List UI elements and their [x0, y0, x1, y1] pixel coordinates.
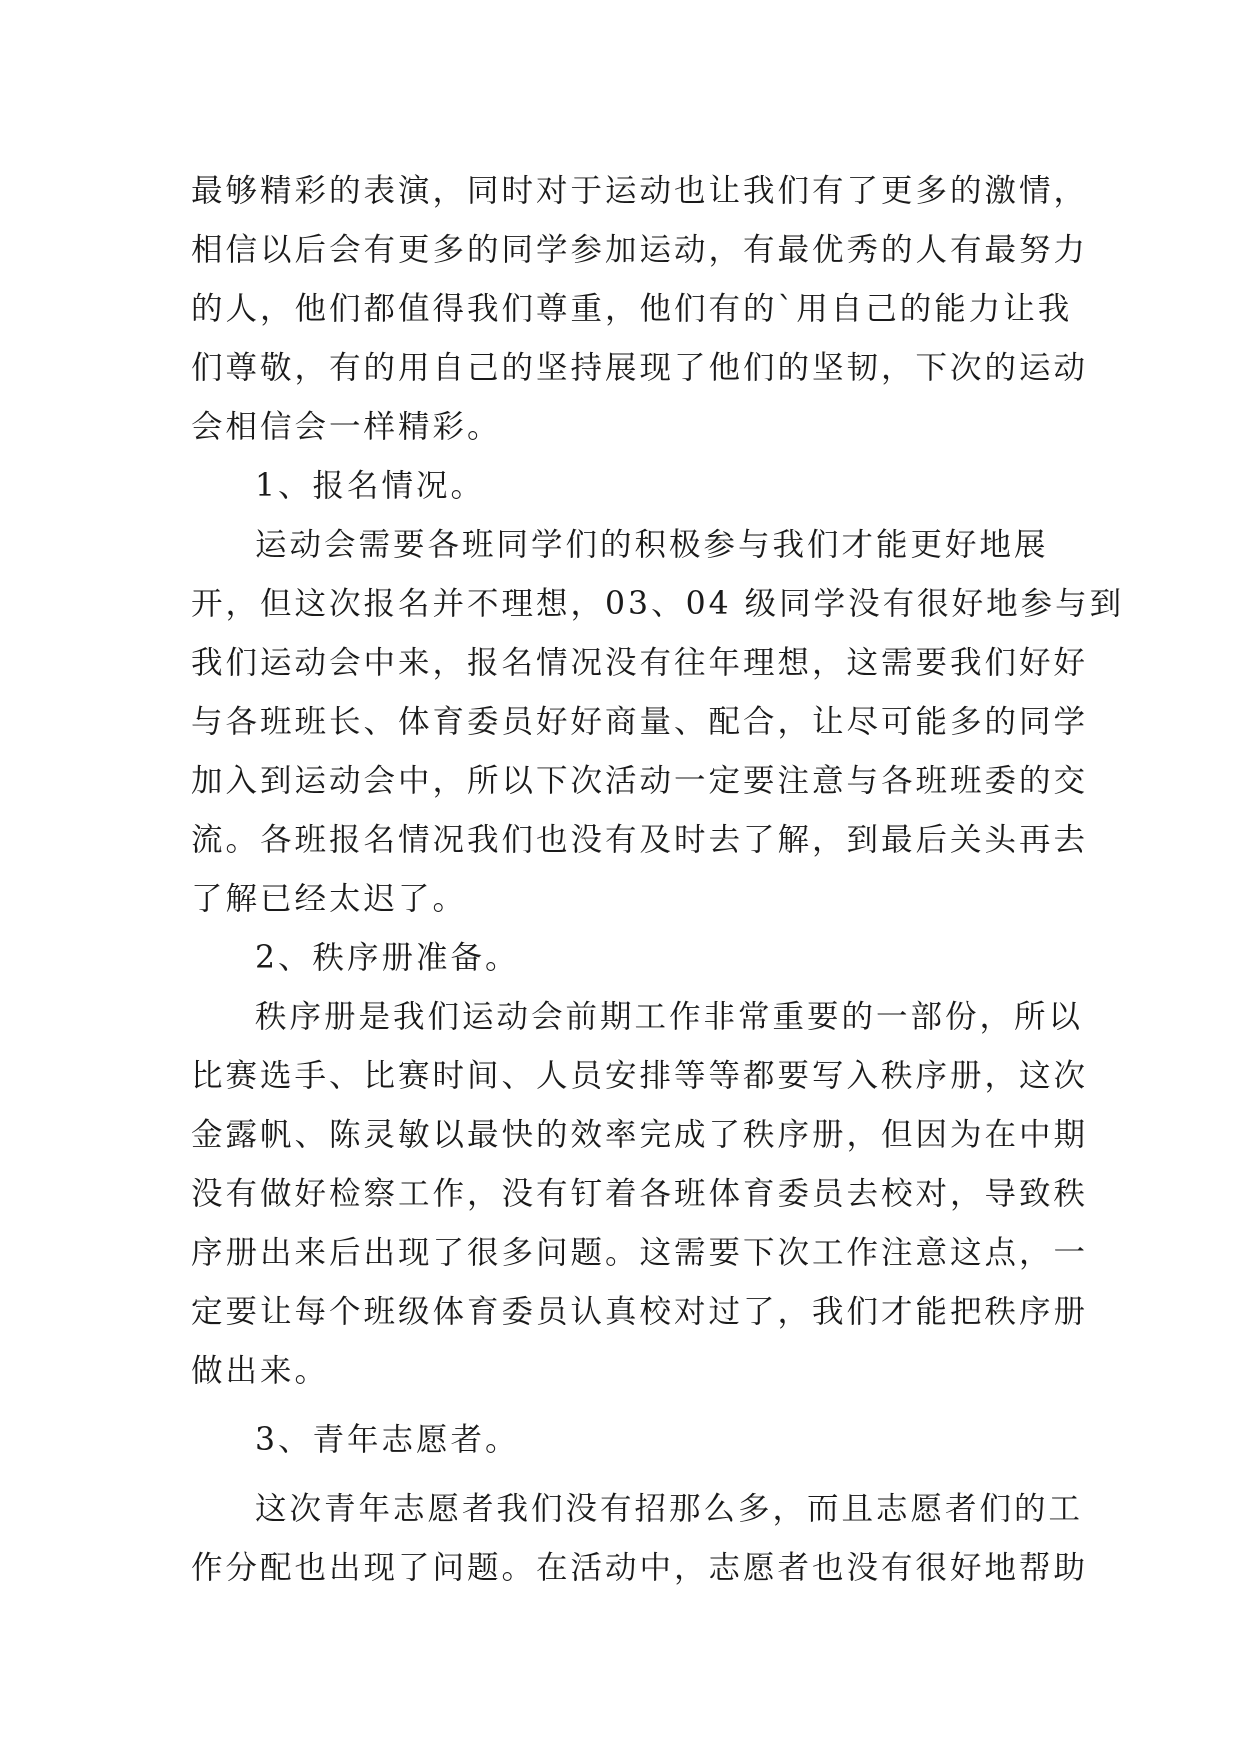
text-line: 没有做好检察工作，没有钉着各班体育委员去校对，导致秩 [191, 1176, 1089, 1212]
text-line: 金露帆、陈灵敏以最快的效率完成了秩序册，但因为在中期 [191, 1117, 1089, 1153]
document-body [191, 162, 1125, 1598]
text-line: 的人，他们都值得我们尊重，他们有的`用自己的能力让我 [191, 291, 1073, 327]
section-heading-registration: 1、报名情况。 [255, 468, 486, 504]
text-line: 会相信会一样精彩。 [191, 409, 502, 445]
text-line: 开，但这次报名并不理想，03、04 级同学没有很好地参与到 [191, 586, 1125, 622]
text-line: 们尊敬，有的用自己的坚持展现了他们的坚韧，下次的运动 [191, 350, 1089, 386]
section-heading-program-booklet: 2、秩序册准备。 [255, 940, 520, 976]
text-line: 定要让每个班级体育委员认真校对过了，我们才能把秩序册 [191, 1294, 1089, 1330]
text-line: 运动会需要各班同学们的积极参与我们才能更好地展 [255, 527, 1049, 563]
section-heading-volunteers: 3、青年志愿者。 [255, 1422, 520, 1458]
text-line: 做出来。 [191, 1353, 330, 1389]
text-line: 与各班班长、体育委员好好商量、配合，让尽可能多的同学 [191, 704, 1089, 740]
paragraph-gap [191, 1401, 1051, 1411]
text-line: 作分配也出现了问题。在活动中，志愿者也没有很好地帮助 [191, 1550, 1089, 1586]
text-line: 了解已经太迟了。 [191, 881, 468, 917]
text-line: 相信以后会有更多的同学参加运动，有最优秀的人有最努力 [191, 232, 1089, 268]
text-line: 流。各班报名情况我们也没有及时去了解，到最后关头再去 [191, 822, 1089, 858]
text-line: 最够精彩的表演，同时对于运动也让我们有了更多的激情， [191, 173, 1089, 209]
paragraph-gap [191, 1470, 1051, 1480]
text-line: 序册出来后出现了很多问题。这需要下次工作注意这点，一 [191, 1235, 1089, 1271]
text-line: 比赛选手、比赛时间、人员安排等等都要写入秩序册，这次 [191, 1058, 1089, 1094]
text-line: 加入到运动会中，所以下次活动一定要注意与各班班委的交 [191, 763, 1089, 799]
text-line: 我们运动会中来，报名情况没有往年理想，这需要我们好好 [191, 645, 1089, 681]
text-line: 这次青年志愿者我们没有招那么多，而且志愿者们的工 [255, 1491, 1084, 1527]
text-line: 秩序册是我们运动会前期工作非常重要的一部份，所以 [255, 999, 1084, 1035]
